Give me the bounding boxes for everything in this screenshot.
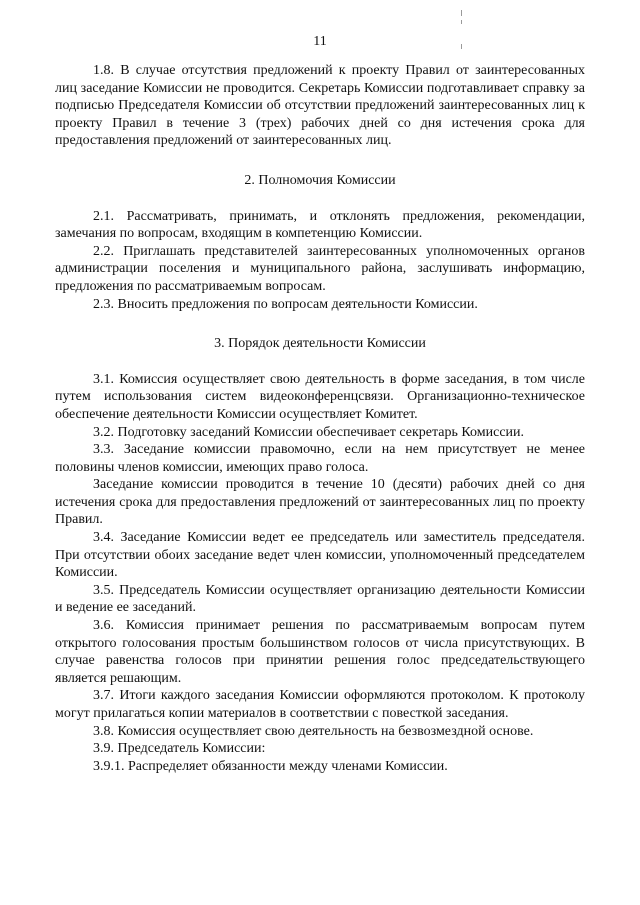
paragraph-3-7: 3.7. Итоги каждого заседания Комиссии оформляются протоколом. К протоколу могут прилагаться копии материалов в соответствии с повесткой заседания. xyxy=(55,688,585,721)
paragraph-3-2: 3.2. Подготовку заседаний Комиссии обеспечивает секретарь Комиссии. xyxy=(93,424,525,440)
paragraph-2-2: 2.2. Приглашать представителей заинтересованных уполномоченных органов администрации поселения и муниципального района, заслушивать информацию, предложения по рассматриваемым вопросам. xyxy=(55,243,585,294)
paragraph-3-5: 3.5. Председатель Комиссии осуществляет организацию деятельности Комиссии и ведение ее заседаний. xyxy=(55,582,585,616)
paragraph-3-3-continued: Заседание комиссии проводится в течение 10 (десяти) рабочих дней со дня истечения срока для предоставления предложений от заинтересованных лиц по проекту Правил. xyxy=(55,477,585,528)
paragraph-3-9-1: 3.9.1. Распределяет обязанности между членами Комиссии. xyxy=(93,758,448,774)
paragraph-2-3: 2.3. Вносить предложения по вопросам деятельности Комиссии. xyxy=(93,296,478,312)
scan-edge-mark xyxy=(461,20,462,24)
page-number: 11 xyxy=(313,34,327,49)
paragraph-3-9: 3.9. Председатель Комиссии: xyxy=(93,741,266,757)
paragraph-3-4: 3.4. Заседание Комиссии ведет ее председатель или заместитель председателя. При отсутствии обоих заседание ведет член комиссии, уполномоченный председателем Комиссии. xyxy=(55,530,585,581)
paragraph-2-1: 2.1. Рассматривать, принимать, и отклонять предложения, рекомендации, замечания по вопросам, входящим в компетенцию Комиссии. xyxy=(55,208,585,242)
paragraph-3-8: 3.8. Комиссия осуществляет свою деятельность на безвозмездной основе. xyxy=(93,723,534,739)
section-2-heading: 2. Полномочия Комиссии xyxy=(244,172,396,188)
scan-edge-mark xyxy=(461,10,462,16)
section-3-heading: 3. Порядок деятельности Комиссии xyxy=(214,336,426,352)
paragraph-1-8: 1.8. В случае отсутствия предложений к проекту Правил от заинтересованных лиц заседание Комиссии не проводится. Секретарь Комиссии подготавливает справку за подписью Председателя Комиссии об отсутствии предложений заинтересованных лиц к проекту Правил в течение 3 (трех) рабочих дней со дня истечения срока для предоставления предложений от заинтересованных лиц. xyxy=(55,63,585,149)
paragraph-3-1: 3.1. Комиссия осуществляет свою деятельность в форме заседания, в том числе путем использования систем видеоконференцсвязи. Организационно-техническое обеспечение деятельности Комиссии осуществляет Комитет. xyxy=(55,371,585,422)
paragraph-3-3: 3.3. Заседание комиссии правомочно, если на нем присутствует не менее половины членов комиссии, имеющих право голоса. xyxy=(55,442,585,475)
document-body xyxy=(55,62,585,775)
paragraph-3-6: 3.6. Комиссия принимает решения по рассматриваемым вопросам путем открытого голосования простым большинством голосов от числа присутствующих. В случае равенства голосов при принятии решения голос председательствующего является решающим. xyxy=(55,618,585,686)
